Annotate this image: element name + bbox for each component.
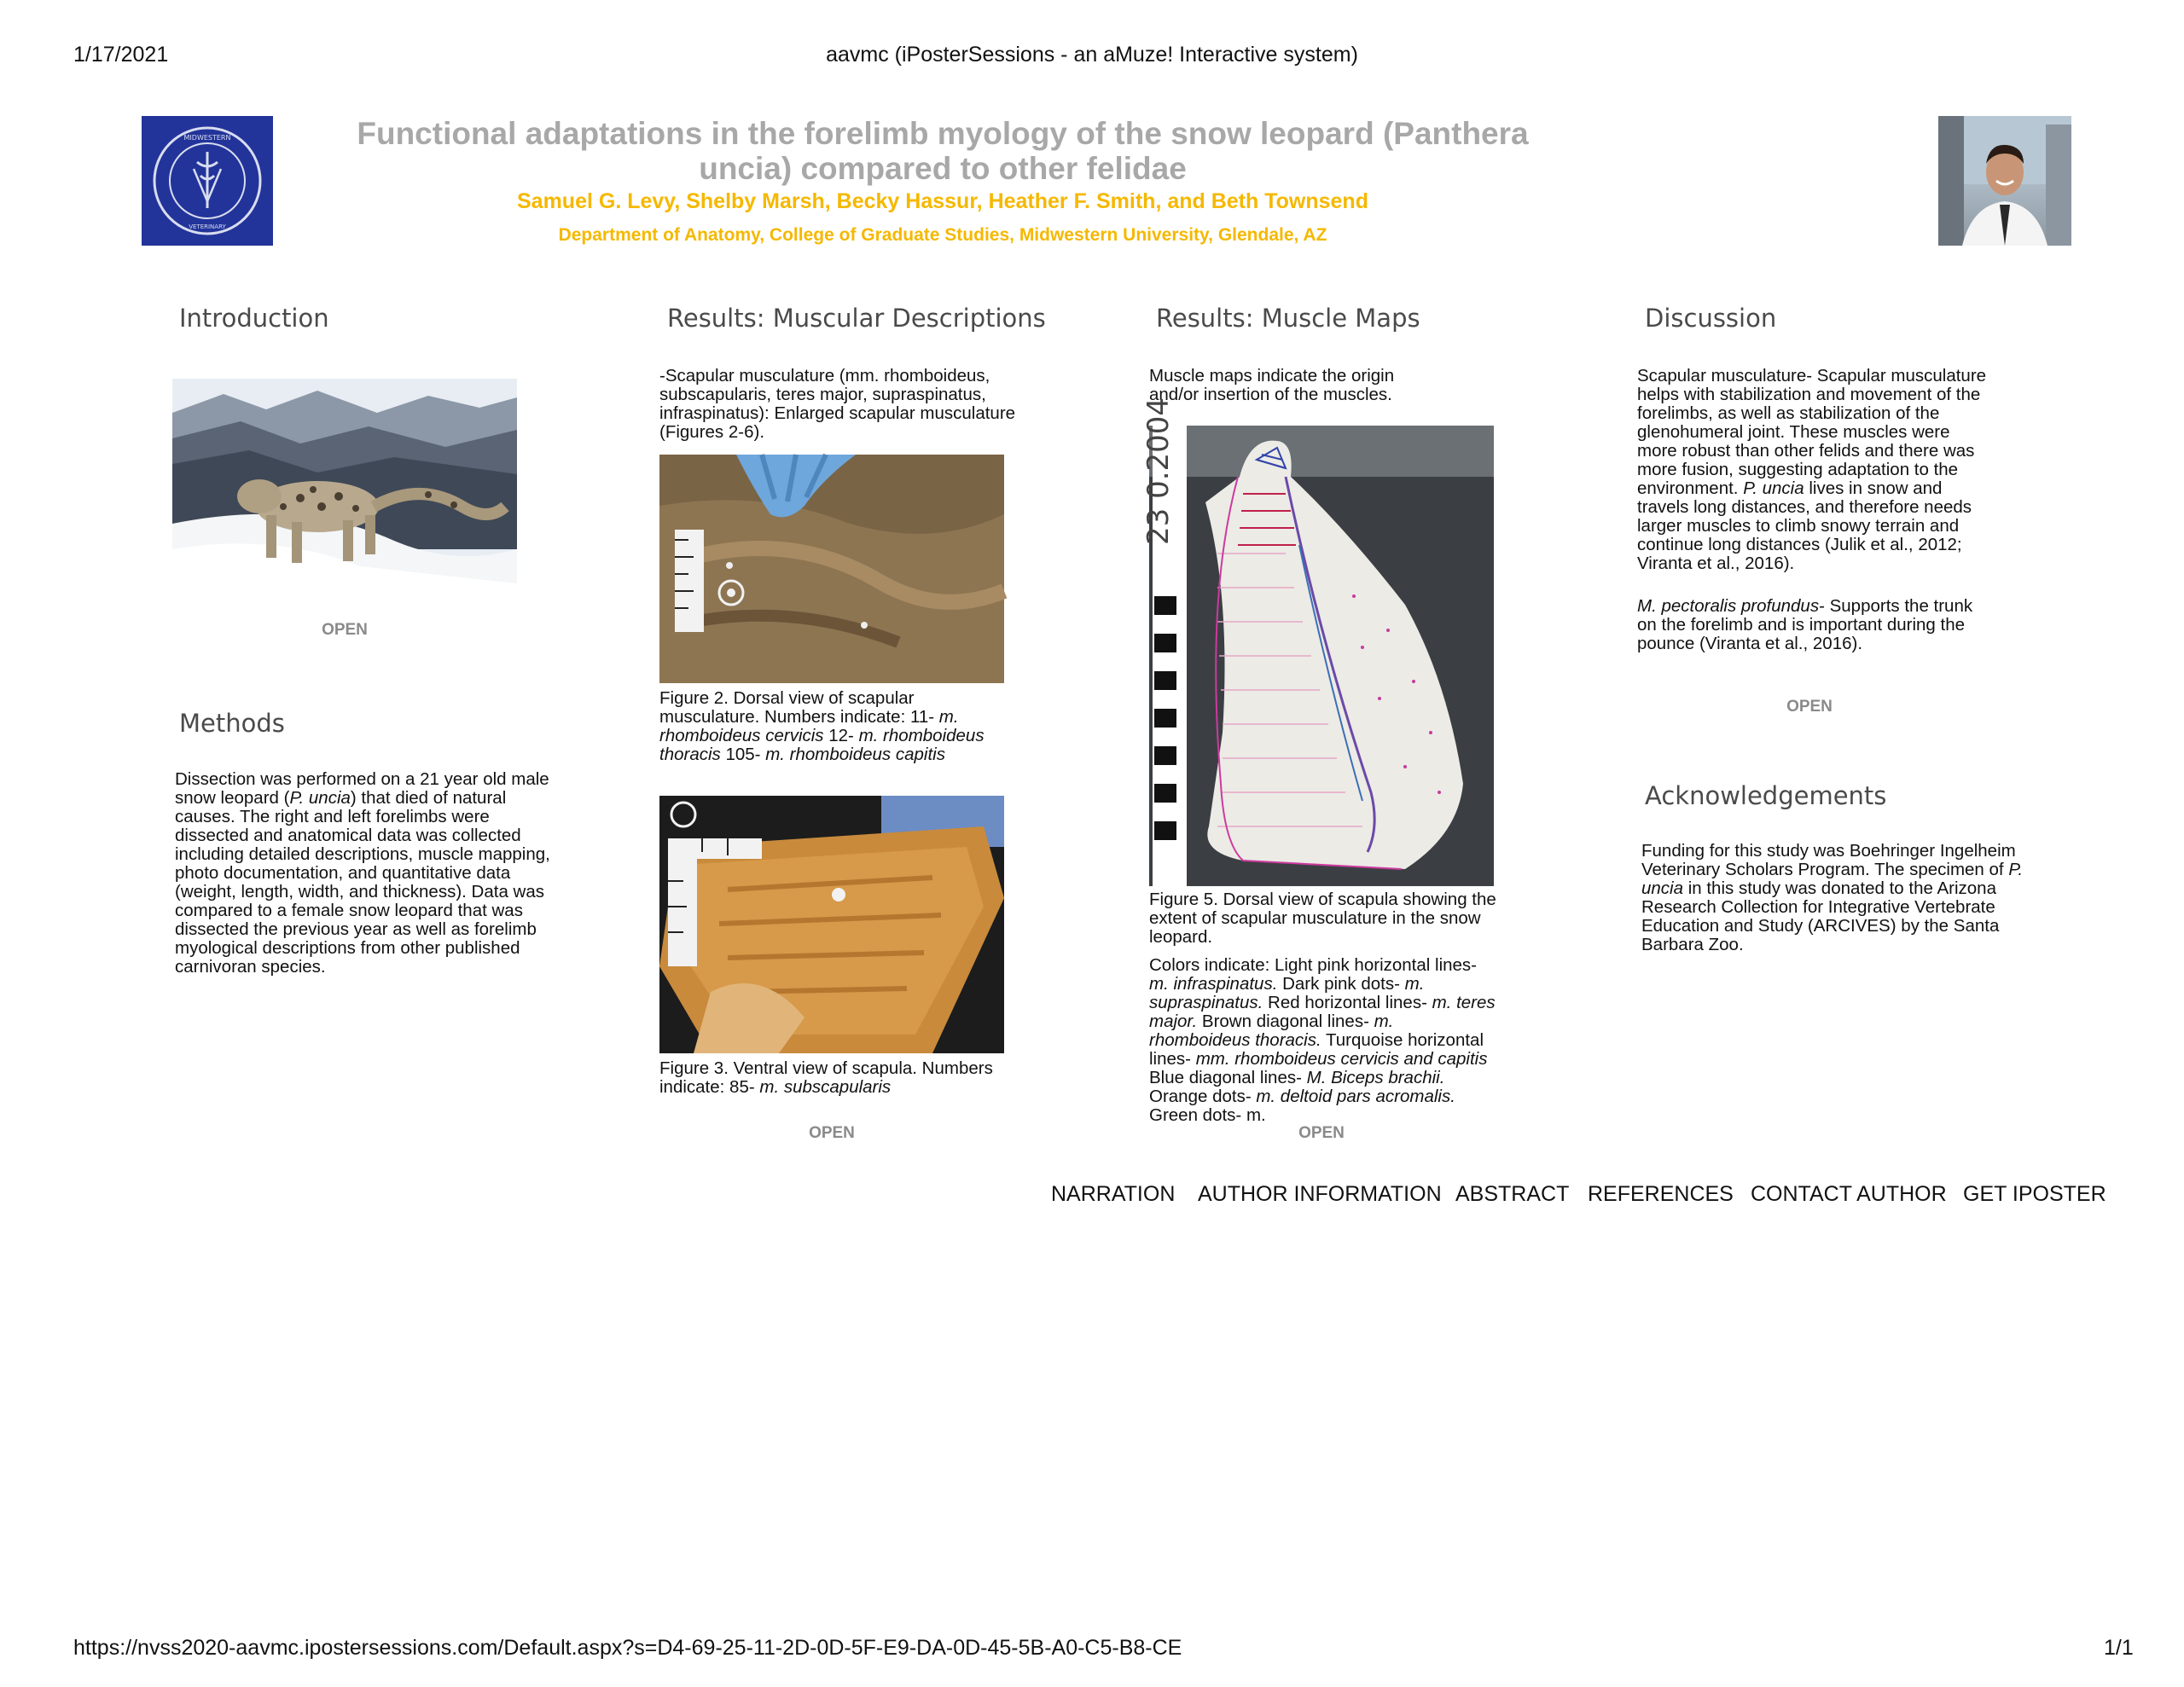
- nav-narration[interactable]: NARRATION: [1051, 1182, 1176, 1206]
- caption-part: Figure 3. Ventral view of scapula. Numbers indicate: 85-: [659, 1058, 993, 1097]
- figure-3-caption: [659, 1059, 1009, 1097]
- nav-get-iposter[interactable]: GET IPOSTER: [1963, 1182, 2106, 1206]
- caption-muscle-name: m. rhomboideus cervicis: [659, 707, 959, 745]
- figure-2-photo[interactable]: [659, 455, 1004, 683]
- snow-leopard-photo[interactable]: [172, 379, 517, 609]
- colors-part: Dark pink dots-: [1277, 974, 1405, 994]
- dorsal-scapula-dissection-image: [659, 455, 1004, 683]
- caption-muscle-name: m. subscapularis: [759, 1077, 892, 1097]
- ack-species-name: P. uncia: [1641, 860, 2024, 898]
- print-footer-page-count: 1/1: [2104, 1636, 2134, 1660]
- methods-text: [175, 770, 559, 977]
- svg-text:MIDWESTERN: MIDWESTERN: [183, 134, 231, 142]
- print-footer-url: https://nvss2020-aavmc.ipostersessions.com/Default.aspx?s=D4-69-25-11-2D-0D-5F-E9-DA-0D-45-5B-A0-C5-B8-CE: [73, 1636, 1182, 1660]
- discussion-species-name: P. uncia: [1743, 478, 1804, 498]
- muscular-descriptions-open-link[interactable]: OPEN: [809, 1124, 855, 1142]
- muscular-open-clip: [659, 1124, 1004, 1142]
- snow-leopard-image: [172, 379, 517, 609]
- university-seal-icon: [149, 123, 265, 239]
- colors-muscle-name: mm. rhomboideus cervicis and capitis: [1195, 1049, 1488, 1069]
- scapula-muscle-map-image: [1141, 397, 1494, 886]
- print-date: 1/17/2021: [73, 43, 169, 67]
- nav-abstract[interactable]: ABSTRACT: [1455, 1182, 1570, 1206]
- figure-5-photo[interactable]: [1141, 397, 1494, 886]
- introduction-open-link[interactable]: OPEN: [322, 621, 368, 639]
- discussion-muscle-name: M. pectoralis profundus: [1637, 596, 1820, 616]
- colors-part: Brown diagonal lines-: [1197, 1012, 1374, 1031]
- caption-part: 105-: [720, 745, 766, 764]
- poster-department: Department of Anatomy, College of Graduate Studies, Midwestern University, Glendale, AZ: [558, 225, 1327, 245]
- colors-part: Turquoise horizontal lines-: [1149, 1030, 1484, 1069]
- print-page-title: aavmc (iPosterSessions - an aMuze! Interactive system): [826, 43, 1358, 67]
- discussion-part: Scapular musculature- Scapular musculature helps with stabilization and movement of the forelimbs, as well as stabilization of the glenohumeral joint. These muscles were more robust than other felids and there was more fusion, suggesting adaptation to the environment.: [1637, 366, 1987, 498]
- muscle-maps-colors-clip: [1149, 955, 1499, 1125]
- muscle-maps-intro: Muscle maps indicate the origin and/or insertion of the muscles.: [1149, 366, 1395, 404]
- colors-muscle-name: m. infraspinatus.: [1149, 974, 1278, 994]
- colors-part: Green dots- m.: [1149, 1105, 1266, 1125]
- colors-muscle-name: m. rhomboideus thoracis.: [1149, 1012, 1394, 1050]
- methods-text-part: Dissection was performed on a 21 year old male snow leopard (: [175, 769, 549, 808]
- discussion-open-link[interactable]: OPEN: [1786, 698, 1833, 716]
- methods-species-name: P. uncia: [289, 788, 351, 808]
- muscular-descriptions-title: Results: Muscular Descriptions: [667, 304, 1046, 333]
- specimen-number-label: 23 0.2004: [1141, 397, 1176, 545]
- muscle-maps-title: Results: Muscle Maps: [1156, 304, 1420, 333]
- colors-part: Orange dots-: [1149, 1087, 1257, 1106]
- poster-title: Functional adaptations in the forelimb myology of the snow leopard (Panthera uncia) compared to other felidae: [357, 116, 1529, 186]
- ack-part: in this study was donated to the Arizona Research Collection for Integrative Vertebrate Education and Study (ARCIVES) by the Santa Barbara Zoo.: [1641, 878, 2000, 954]
- caption-part: 12-: [823, 726, 859, 745]
- svg-text:VETERINARY: VETERINARY: [189, 223, 226, 230]
- discussion-paragraph-1: [1637, 367, 1987, 573]
- author-photo: [1938, 116, 2071, 246]
- caption-muscle-name: m. rhomboideus capitis: [765, 745, 945, 764]
- discussion-part: lives in snow and travels long distances, and therefore needs larger muscles to climb snowy terrain and continue long distances (Julik et al., 2012; Viranta et al., 2016).: [1637, 478, 1972, 573]
- colors-muscle-name: m. deltoid pars acromalis.: [1256, 1087, 1455, 1106]
- acknowledgements-text: [1641, 842, 2025, 954]
- colors-muscle-name: m. supraspinatus.: [1149, 974, 1425, 1012]
- nav-author-information[interactable]: AUTHOR INFORMATION: [1198, 1182, 1442, 1206]
- muscular-descriptions-intro: -Scapular musculature (mm. rhomboideus, subscapularis, teres major, supraspinatus, infraspinatus): Enlarged scapular musculature (Figures 2-6).: [659, 366, 1016, 442]
- caption-muscle-name: m. rhomboideus thoracis: [659, 726, 985, 764]
- muscle-maps-open-clip: [1149, 1124, 1494, 1142]
- muscle-maps-open-link[interactable]: OPEN: [1298, 1124, 1345, 1142]
- author-avatar-icon: [1938, 116, 2071, 246]
- figure-2-caption: [659, 689, 1009, 764]
- figure-5-caption: Figure 5. Dorsal view of scapula showing the extent of scapular musculature in the snow leopard.: [1149, 890, 1496, 947]
- introduction-title: Introduction: [179, 304, 329, 333]
- nav-contact-author[interactable]: CONTACT AUTHOR: [1751, 1182, 1947, 1206]
- discussion-title: Discussion: [1645, 304, 1777, 333]
- colors-part: Colors indicate: Light pink horizontal lines-: [1149, 955, 1478, 975]
- discussion-paragraph-2: [1637, 597, 1987, 653]
- ack-part: Funding for this study was Boehringer Ingelheim Veterinary Scholars Program. The specimen of: [1641, 841, 2016, 879]
- methods-title: Methods: [179, 709, 285, 738]
- colors-muscle-name: M. Biceps brachii.: [1306, 1068, 1445, 1087]
- colors-muscle-name: m. teres major.: [1149, 993, 1496, 1031]
- caption-part: Figure 2. Dorsal view of scapular musculature. Numbers indicate: 11-: [659, 688, 939, 727]
- nav-references[interactable]: REFERENCES: [1588, 1182, 1734, 1206]
- discussion-part: - Supports the trunk on the forelimb and is important during the pounce (Viranta et al., 2016).: [1637, 596, 1973, 653]
- ventral-scapula-dissection-image: [659, 796, 1004, 1053]
- acknowledgements-title: Acknowledgements: [1645, 781, 1887, 810]
- colors-part: Red horizontal lines-: [1263, 993, 1432, 1012]
- muscle-maps-colors-text: [1149, 956, 1499, 1125]
- methods-text-part: ) that died of natural causes. The right and left forelimbs were dissected and anatomical data was collected including detailed descriptions, muscle mapping, photo documentation, and quantitative data (weight, length, width, and thickness). Data was compared to a female snow leopard that was dissected the previous year as well as forelimb myological descriptions from other published carnivoran species.: [175, 788, 550, 977]
- colors-part: Blue diagonal lines-: [1149, 1068, 1307, 1087]
- discussion-text-clip: [1637, 367, 1995, 684]
- poster-authors: Samuel G. Levy, Shelby Marsh, Becky Hassur, Heather F. Smith, and Beth Townsend: [517, 189, 1368, 213]
- figure-3-photo[interactable]: [659, 796, 1004, 1053]
- university-logo: [142, 116, 273, 246]
